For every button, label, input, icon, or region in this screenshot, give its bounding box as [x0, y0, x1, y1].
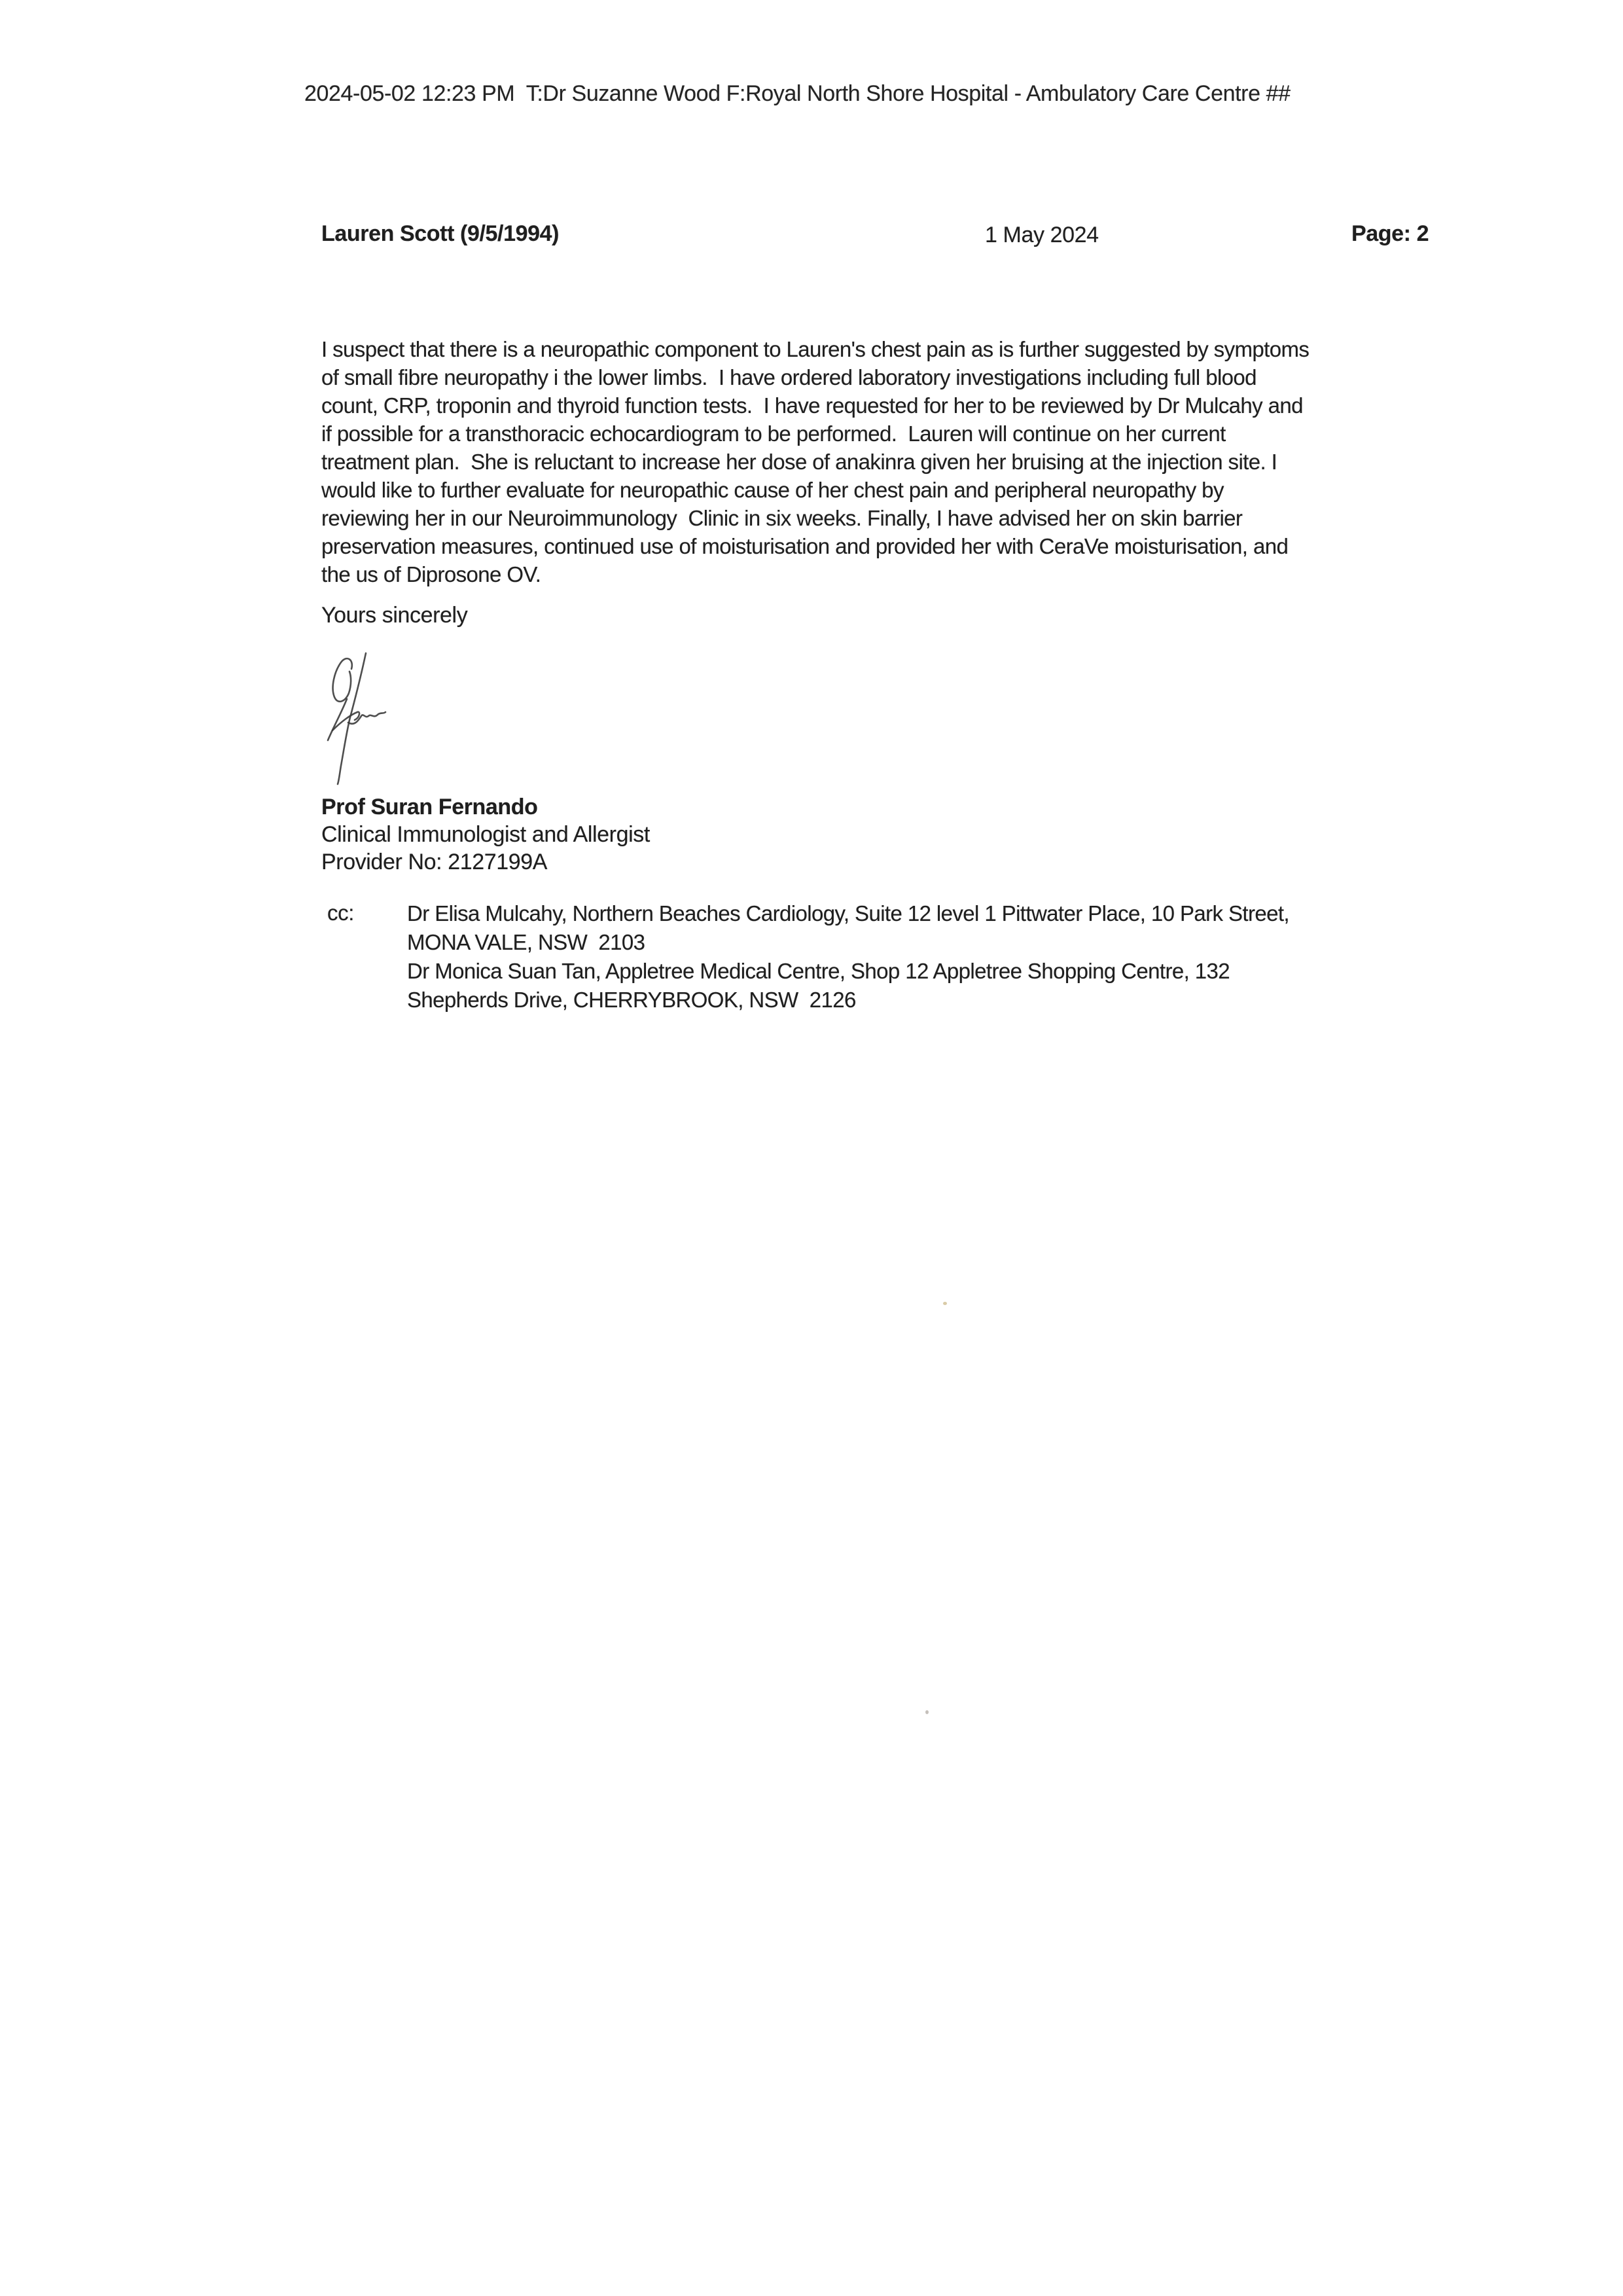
signer-name: Prof Suran Fernando	[321, 795, 538, 819]
cc-label: cc:	[327, 901, 354, 925]
cc-recipient-line: MONA VALE, NSW 2103	[407, 930, 645, 954]
body-line: count, CRP, troponin and thyroid function tests. I have requested for her to be reviewed by Dr Mulcahy and	[321, 393, 1303, 418]
body-line: reviewing her in our Neuroimmunology Clinic in six weeks. Finally, I have advised her on skin barrier	[321, 506, 1243, 530]
page-number: Page: 2	[1351, 221, 1429, 246]
body-line: of small fibre neuropathy i the lower limbs. I have ordered laboratory investigations including full blood	[321, 365, 1257, 389]
scan-artifact-speck	[943, 1302, 947, 1305]
body-line: preservation measures, continued use of moisturisation and provided her with CeraVe moisturisation, and	[321, 534, 1289, 558]
signer-title: Clinical Immunologist and Allergist	[321, 822, 650, 847]
cc-recipient-line: Dr Monica Suan Tan, Appletree Medical Centre, Shop 12 Appletree Shopping Centre, 132	[407, 959, 1230, 983]
closing-salutation: Yours sincerely	[321, 603, 468, 628]
body-line: would like to further evaluate for neuropathic cause of her chest pain and peripheral neuropathy by	[321, 478, 1224, 502]
body-line: if possible for a transthoracic echocardiogram to be performed. Lauren will continue on her current	[321, 422, 1226, 446]
body-line: treatment plan. She is reluctant to increase her dose of anakinra given her bruising at the injection site. I	[321, 450, 1277, 474]
fax-transmission-header: 2024-05-02 12:23 PM T:Dr Suzanne Wood F:Royal North Shore Hospital - Ambulatory Care Centre ##	[304, 81, 1291, 106]
cc-recipient-line: Dr Elisa Mulcahy, Northern Beaches Cardiology, Suite 12 level 1 Pittwater Place, 10 Park Street,	[407, 901, 1289, 925]
body-line: the us of Diprosone OV.	[321, 562, 541, 586]
signer-block	[321, 793, 650, 876]
patient-name: Lauren Scott (9/5/1994)	[321, 221, 560, 246]
signature-image	[322, 649, 387, 788]
letter-body-paragraph	[321, 335, 1447, 588]
body-line: I suspect that there is a neuropathic component to Lauren's chest pain as is further suggested by symptoms	[321, 337, 1310, 361]
signer-provider-number: Provider No: 2127199A	[321, 850, 548, 874]
letter-date: 1 May 2024	[985, 223, 1099, 247]
cc-recipient-line: Shepherds Drive, CHERRYBROOK, NSW 2126	[407, 988, 856, 1012]
cc-recipient-list	[407, 899, 1289, 1014]
letter-header-row	[0, 221, 1623, 250]
scan-artifact-speck	[925, 1710, 929, 1714]
